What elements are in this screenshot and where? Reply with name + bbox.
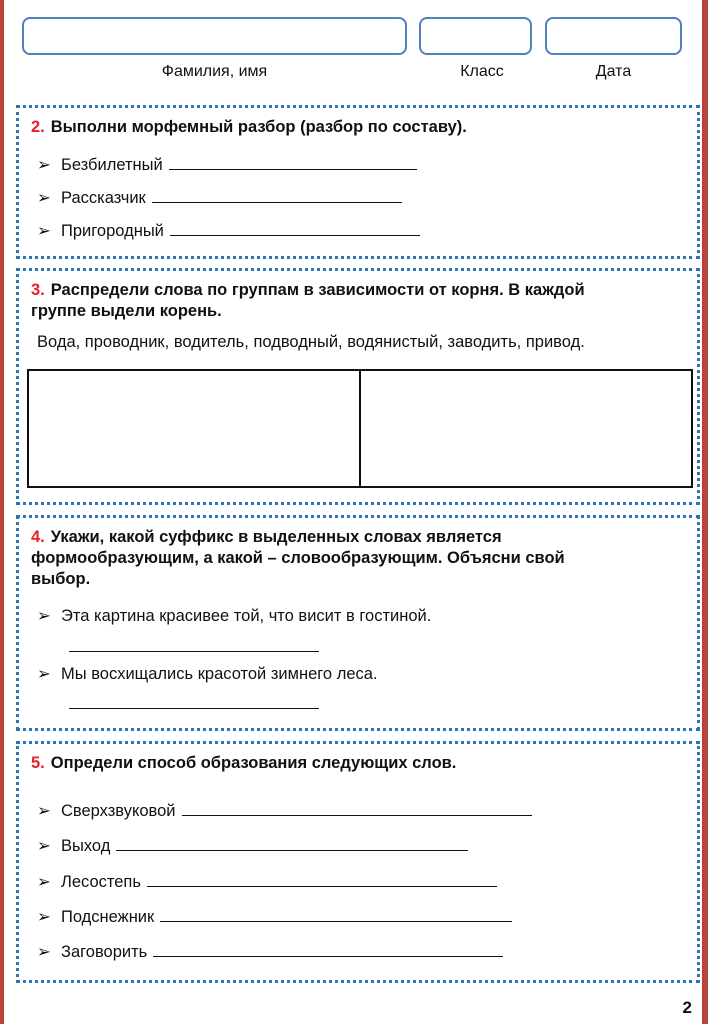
answer-line[interactable] <box>170 221 420 236</box>
task-4-section <box>16 515 700 731</box>
task-5-section <box>16 741 700 983</box>
task-2-number: 2. <box>31 118 45 136</box>
answer-line[interactable] <box>152 188 402 203</box>
task-3-section <box>16 268 700 505</box>
sorting-table <box>27 369 693 488</box>
task-3-number: 3. <box>31 281 45 299</box>
arrow-bullet-icon: ➢ <box>37 222 51 240</box>
list-item: ➢ Мы восхищались красотой зимнего леса. <box>37 665 378 683</box>
answer-line[interactable] <box>69 708 319 709</box>
answer-line[interactable] <box>160 907 512 922</box>
arrow-bullet-icon: ➢ <box>37 156 51 174</box>
list-item: ➢ Выход <box>37 836 468 856</box>
group-cell-left[interactable] <box>29 371 361 486</box>
list-item: ➢ Подснежник <box>37 907 512 927</box>
task-2-title: 2. Выполни морфемный разбор (разбор по составу). <box>31 118 467 136</box>
arrow-bullet-icon: ➢ <box>37 873 51 891</box>
list-item: ➢ Сверхзвуковой <box>37 801 532 821</box>
word-list: Вода, проводник, водитель, подводный, водянистый, заводить, привод. <box>37 333 585 351</box>
class-input-box[interactable] <box>419 17 532 55</box>
answer-line[interactable] <box>153 942 503 957</box>
worksheet-page <box>3 0 703 1024</box>
name-input-box[interactable] <box>22 17 407 55</box>
arrow-bullet-icon: ➢ <box>37 943 51 961</box>
task-4-number: 4. <box>31 528 45 546</box>
list-item: ➢ Пригородный <box>37 221 420 241</box>
class-label: Класс <box>460 63 504 80</box>
arrow-bullet-icon: ➢ <box>37 837 51 855</box>
answer-line[interactable] <box>116 836 468 851</box>
list-item: ➢ Эта картина красивее той, что висит в гостиной. <box>37 607 432 625</box>
date-input-box[interactable] <box>545 17 682 55</box>
list-item: ➢ Рассказчик <box>37 188 402 208</box>
arrow-bullet-icon: ➢ <box>37 665 51 683</box>
arrow-bullet-icon: ➢ <box>37 189 51 207</box>
answer-line[interactable] <box>69 651 319 652</box>
date-label: Дата <box>595 63 632 80</box>
name-label: Фамилия, имя <box>161 63 268 80</box>
arrow-bullet-icon: ➢ <box>37 607 51 625</box>
list-item: ➢ Безбилетный <box>37 155 417 175</box>
task-4-title: 4. Укажи, какой суффикс в выделенных словах является формообразующим, а какой – словообразующим. Объясни свой выбор. <box>31 528 565 588</box>
answer-line[interactable] <box>182 801 532 816</box>
task-5-number: 5. <box>31 754 45 772</box>
answer-line[interactable] <box>169 155 417 170</box>
arrow-bullet-icon: ➢ <box>37 908 51 926</box>
task-5-title: 5. Определи способ образования следующих слов. <box>31 754 457 772</box>
arrow-bullet-icon: ➢ <box>37 802 51 820</box>
list-item: ➢ Лесостепь <box>37 872 497 892</box>
list-item: ➢ Заговорить <box>37 942 503 962</box>
page-number: 2 <box>682 998 692 1017</box>
group-cell-right[interactable] <box>361 371 691 486</box>
task-3-title: 3. Распредели слова по группам в зависимости от корня. В каждой группе выдели корень. <box>31 281 585 320</box>
answer-line[interactable] <box>147 872 497 887</box>
task-2-section <box>16 105 700 259</box>
